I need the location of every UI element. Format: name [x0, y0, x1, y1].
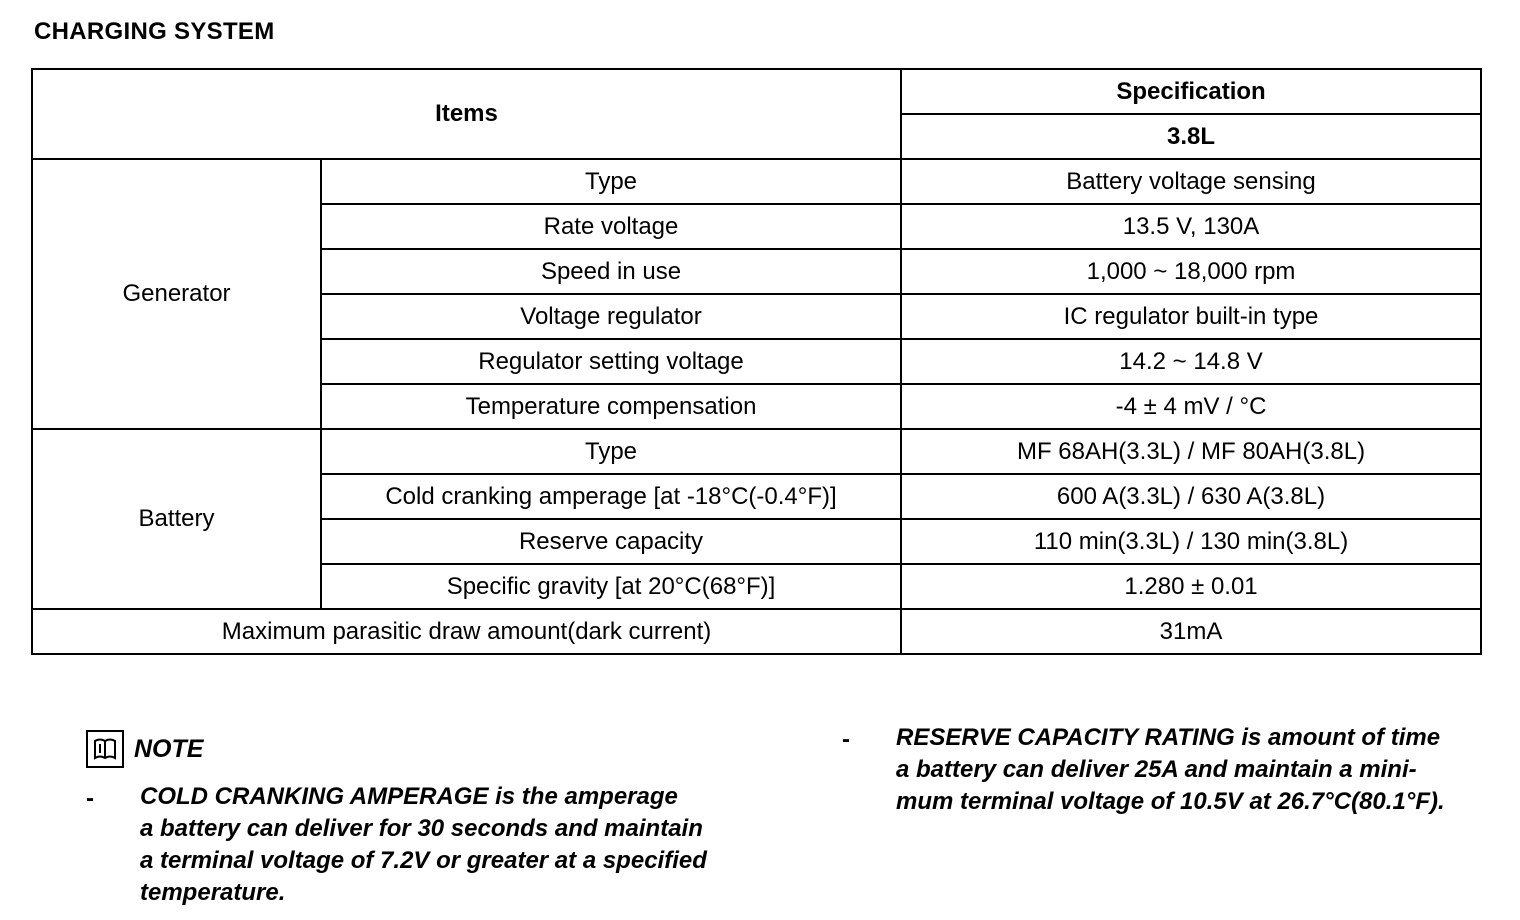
item-cell: Cold cranking amperage [at -18°C(-0.4°F)]	[321, 474, 901, 519]
item-cell: Voltage regulator	[321, 294, 901, 339]
value-cell: 14.2 ~ 14.8 V	[901, 339, 1481, 384]
bullet-marker: -	[86, 785, 94, 812]
note-line: RESERVE CAPACITY RATING is amount of time	[896, 724, 1441, 751]
note-cold-cranking	[140, 781, 707, 909]
note-line: temperature.	[140, 879, 286, 906]
item-cell: Temperature compensation	[321, 384, 901, 429]
book-icon	[86, 730, 124, 768]
value-cell: -4 ± 4 mV / °C	[901, 384, 1481, 429]
note-label: NOTE	[134, 734, 204, 763]
header-items: Items	[32, 69, 901, 159]
page-title: CHARGING SYSTEM	[34, 18, 275, 45]
table-row	[32, 429, 1481, 474]
group-generator: Generator	[32, 159, 321, 429]
item-cell: Type	[321, 429, 901, 474]
value-cell: 1,000 ~ 18,000 rpm	[901, 249, 1481, 294]
item-cell: Reserve capacity	[321, 519, 901, 564]
value-cell: IC regulator built-in type	[901, 294, 1481, 339]
note-line: a terminal voltage of 7.2V or greater at a specified	[140, 847, 707, 874]
note-line: COLD CRANKING AMPERAGE is the amperage	[140, 783, 678, 810]
charging-system-spec-table	[31, 68, 1482, 655]
item-cell: Speed in use	[321, 249, 901, 294]
item-cell: Rate voltage	[321, 204, 901, 249]
value-cell: Battery voltage sensing	[901, 159, 1481, 204]
parasitic-draw-item: Maximum parasitic draw amount(dark current)	[32, 609, 901, 654]
value-cell: 13.5 V, 130A	[901, 204, 1481, 249]
note-reserve-capacity	[896, 722, 1479, 818]
group-battery: Battery	[32, 429, 321, 609]
value-cell: 600 A(3.3L) / 630 A(3.8L)	[901, 474, 1481, 519]
note-heading	[86, 730, 203, 768]
value-cell: 110 min(3.3L) / 130 min(3.8L)	[901, 519, 1481, 564]
note-line: a battery can deliver 25A and maintain a mini-	[896, 756, 1417, 783]
parasitic-draw-value: 31mA	[901, 609, 1481, 654]
table-row	[32, 159, 1481, 204]
note-line: a battery can deliver for 30 seconds and maintain	[140, 815, 703, 842]
header-specification: Specification	[901, 69, 1481, 114]
item-cell: Specific gravity [at 20°C(68°F)]	[321, 564, 901, 609]
bullet-marker: -	[842, 726, 850, 753]
item-cell: Type	[321, 159, 901, 204]
note-line: mum terminal voltage of 10.5V at 26.7°C(80.1°F).	[896, 788, 1445, 815]
value-cell: 1.280 ± 0.01	[901, 564, 1481, 609]
header-variant: 3.8L	[901, 114, 1481, 159]
table-row	[32, 609, 1481, 654]
value-cell: MF 68AH(3.3L) / MF 80AH(3.8L)	[901, 429, 1481, 474]
item-cell: Regulator setting voltage	[321, 339, 901, 384]
table-header-row	[32, 69, 1481, 114]
